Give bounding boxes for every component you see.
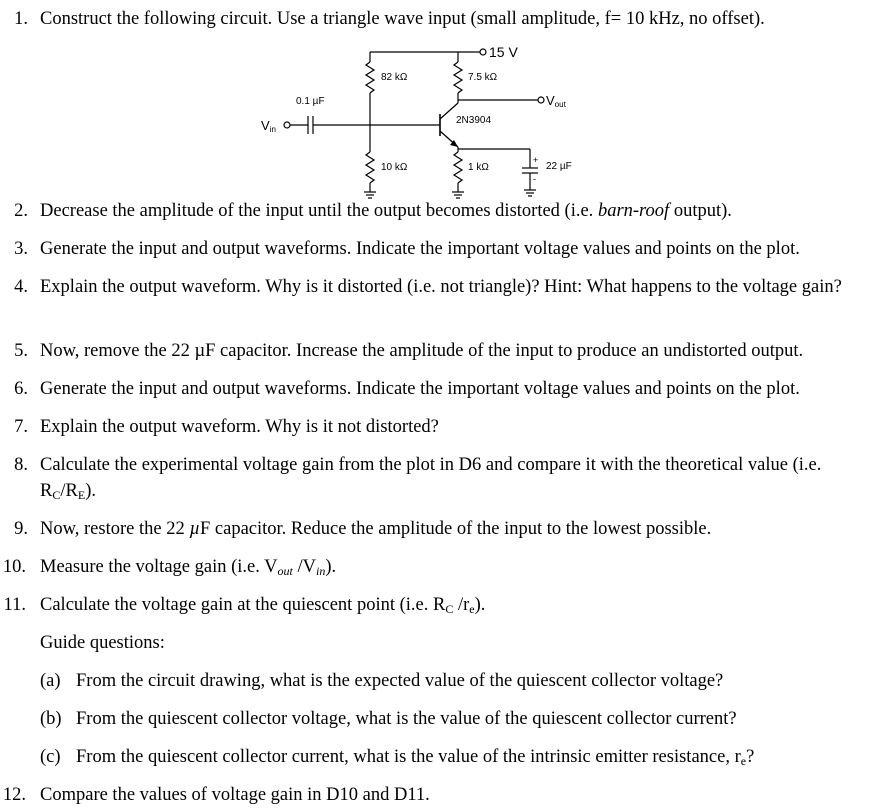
resistor-r2 <box>366 152 374 183</box>
ce-plus-label: + <box>533 155 539 165</box>
item-text: Explain the output waveform. Why is it distorted (i.e. not triangle)? Hint: What happens to the voltage gain? <box>40 277 842 297</box>
item-number: 2. <box>14 201 28 221</box>
ce-minus-label: - <box>533 174 536 184</box>
r1-label: 82 kΩ <box>381 72 408 83</box>
question-text: From the circuit drawing, what is the expected value of the quiescent collector voltage? <box>76 671 724 691</box>
item-text: Generate the input and output waveforms. Indicate the important voltage values and points on the plot. <box>40 379 800 399</box>
r2-label: 10 kΩ <box>381 162 408 173</box>
item-number: 7. <box>14 417 28 437</box>
vcc-terminal <box>480 49 486 55</box>
item-text: Calculate the voltage gain at the quiescent point (i.e. $R_C$ $/r_e$). <box>40 595 486 616</box>
re-label: 1 kΩ <box>468 162 489 173</box>
item-number: 11. <box>3 595 26 615</box>
item-text: Measure the voltage gain (i.e. $V_{out}$ $/V_{in}$). <box>40 557 337 578</box>
item-text: Now, remove the 22 µF capacitor. Increase the amplitude of the input to produce an undistorted output. <box>40 341 804 361</box>
rc-label: 7.5 kΩ <box>468 72 498 83</box>
item-text: Construct the following circuit. Use a triangle wave input (small amplitude, f= 10 kHz, no offset). <box>40 9 765 29</box>
resistor-re <box>454 152 462 183</box>
item-text: Now, restore the 22 µF capacitor. Reduce the amplitude of the input to the lowest possible. <box>40 519 712 539</box>
question-label: (c) <box>40 747 61 767</box>
vcc-label: 15 V <box>489 44 518 60</box>
question-label: (a) <box>40 671 61 691</box>
item-text: Calculate the experimental voltage gain from the plot in D6 and compare it with the theoretical value (i.e. $R_C/R_E$). <box>40 455 822 502</box>
item-text: Generate the input and output waveforms. Indicate the important voltage values and points on the plot. <box>40 239 800 259</box>
item-number: 10. <box>2 557 26 577</box>
transistor-label: 2N3904 <box>456 115 492 126</box>
question-text: From the quiescent collector voltage, what is the value of the quiescent collector current? <box>76 709 737 729</box>
ce-label: 22 µF <box>546 161 572 172</box>
item-text: Explain the output waveform. Why is it not distorted? <box>40 417 439 437</box>
item-number: 6. <box>14 379 28 399</box>
vin-terminal <box>284 122 290 128</box>
question-text: From the quiescent collector current, what is the value of the intrinsic emitter resistance, $r_e$? <box>76 747 755 768</box>
vout-terminal <box>538 97 544 103</box>
amplifier-circuit-diagram <box>0 30 875 200</box>
resistor-r1 <box>366 62 374 93</box>
vout-label: Vout <box>546 93 566 109</box>
item-text: Decrease the amplitude of the input until the output becomes distorted (i.e. barn-roof output). <box>40 201 732 221</box>
cin-label: 0.1 µF <box>296 96 325 107</box>
item-number: 4. <box>14 277 28 297</box>
item-number: 9. <box>14 519 28 539</box>
resistor-rc <box>454 62 462 93</box>
item-number: 3. <box>14 239 28 259</box>
vin-label: Vin <box>261 118 276 134</box>
question-label: (b) <box>40 709 62 729</box>
item-number: 5. <box>14 341 28 361</box>
item-number: 12. <box>2 785 26 805</box>
item-number: 8. <box>14 455 28 475</box>
item-number: 1. <box>14 9 28 29</box>
item-text: Compare the values of voltage gain in D10 and D11. <box>40 785 430 805</box>
